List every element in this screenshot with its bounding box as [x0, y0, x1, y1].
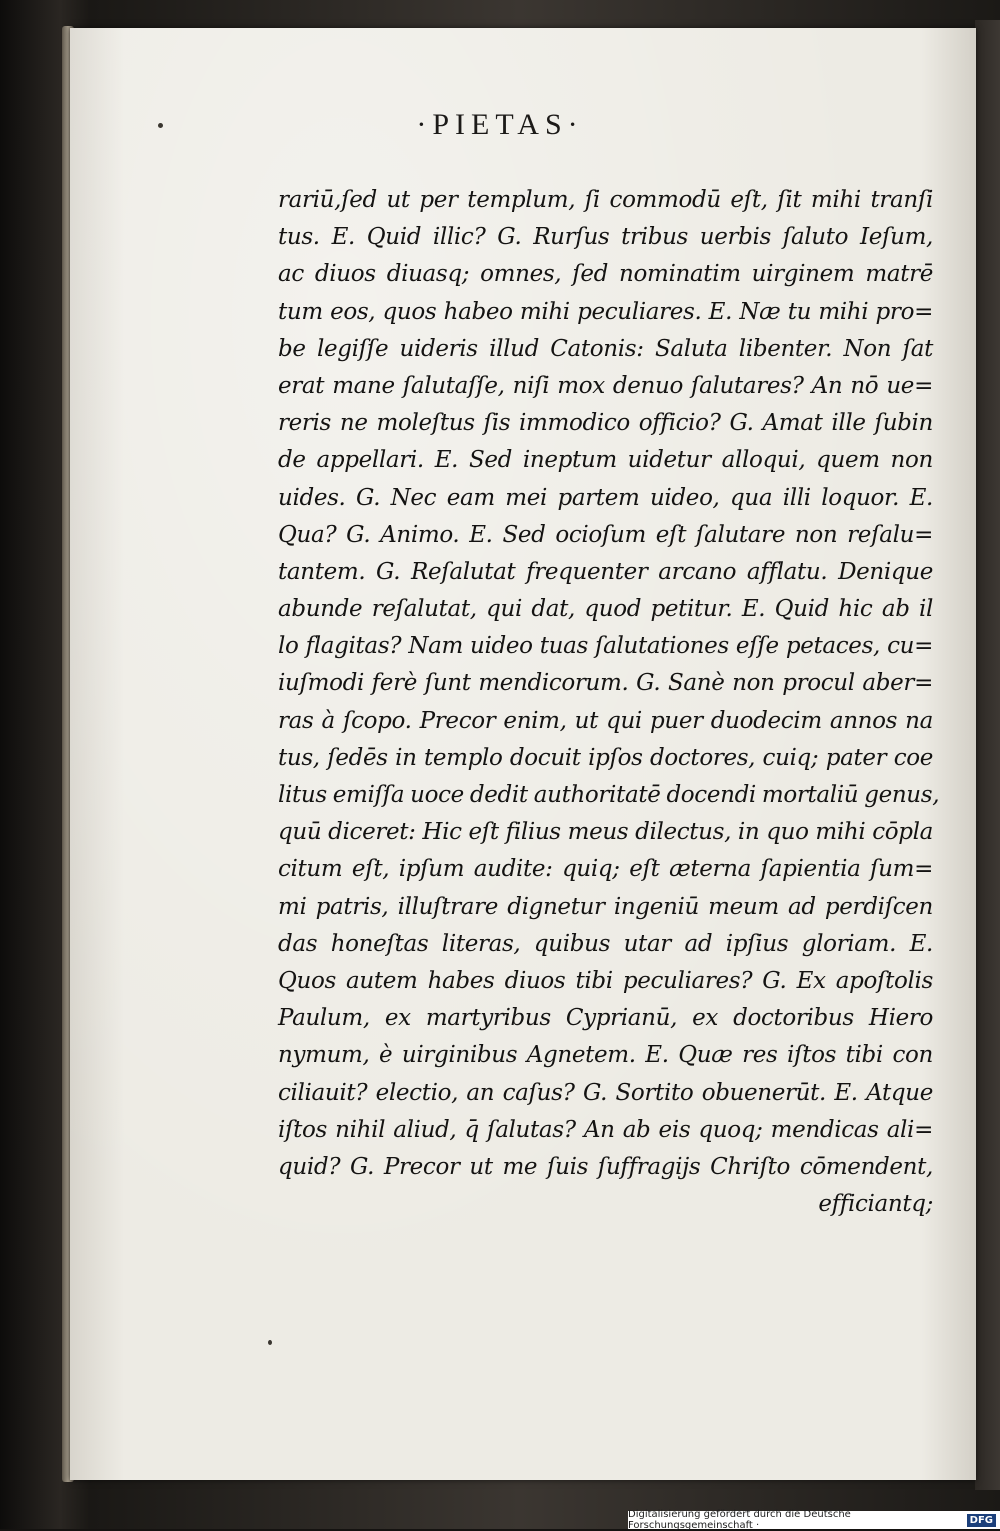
text-line: tum eos, quos habeo mihi peculiares. E. Næ tu mihi pro=	[278, 298, 933, 325]
text-line: de appellari. E. Sed ineptum uidetur alloqui, quem non	[278, 447, 933, 474]
text-line: quid? G. Precor ut me ſuis ſuffragijs Chriſto cōmendent,	[278, 1153, 933, 1180]
text-line: Quos autem habes diuos tibi peculiares? G. Ex apoſtolis	[278, 967, 933, 994]
text-line: lo flagitas? Nam uideo tuas ſalutationes eſſe petaces, cu=	[278, 633, 933, 660]
text-line: abunde reſalutat, qui dat, quod petitur. E. Quid hic ab il	[278, 596, 933, 623]
digitization-credit-bar	[628, 1511, 1000, 1529]
catchword: efficiantq;	[818, 1191, 933, 1218]
text-line: tus, ſedēs in templo docuit ipſos doctores, cuiq; pater coe	[278, 744, 933, 771]
text-block	[278, 182, 940, 1223]
book-cover-edge	[975, 20, 1000, 1490]
text-line: quū diceret: Hic eſt filius meus dilectus, in quo mihi cōpla	[278, 819, 933, 846]
text-line: ac diuos diuasq; omnes, ſed nominatim uirginem matrē	[278, 261, 933, 288]
dfg-logo: DFG	[967, 1514, 996, 1527]
text-line: litus emiſſa uoce dedit authoritatē docendi mortaliū genus,	[278, 782, 940, 808]
text-line: erat mane ſalutaſſe, niſi mox denuo ſalutares? An nō ue=	[278, 372, 933, 399]
paper-spot	[268, 1340, 272, 1345]
text-line: iſtos nihil aliud, q̄ ſalutas? An ab eis quoq; mendicas ali=	[278, 1116, 933, 1143]
text-line: reris ne moleſtus ſis immodico officio? G. Amat ille ſubin	[278, 410, 933, 437]
running-head: ·PIETAS·	[416, 108, 584, 141]
text-line: nymum, è uirginibus Agnetem. E. Quæ res iſtos tibi con	[278, 1042, 933, 1069]
credit-text: Digitalisierung gefördert durch die Deutsche Forschungsgemeinschaft ·	[628, 1509, 851, 1531]
text-line: rariū,ſed ut per templum, ſi commodū eſt, ſit mihi tranſi	[278, 187, 933, 213]
text-line: ciliauit? electio, an caſus? G. Sortito obuenerūt. E. Atque	[278, 1079, 933, 1106]
text-line: Qua? G. Animo. E. Sed ocioſum eſt ſalutare non reſalu=	[278, 521, 933, 548]
text-line: das honeſtas literas, quibus utar ad ipſius gloriam. E.	[278, 930, 933, 957]
text-line: tantem. G. Reſalutat frequenter arcano afflatu. Denique	[278, 558, 933, 585]
text-line: Paulum, ex martyribus Cyprianū, ex doctoribus Hiero	[278, 1005, 933, 1032]
text-line: citum eſt, ipſum audite: quiq; eſt æterna ſapientia ſum=	[278, 856, 933, 883]
text-line: tus. E. Quid illic? G. Rurſus tribus uerbis ſaluto Ieſum,	[278, 224, 933, 251]
text-line: be legiſſe uideris illud Catonis: Saluta libenter. Non ſat	[278, 335, 933, 362]
text-line: iuſmodi ferè ſunt mendicorum. G. Sanè non procul aber=	[278, 670, 933, 697]
text-line: mi patris, illuſtrare dignetur ingeniū meum ad perdiſcen	[278, 893, 933, 920]
text-line: ras à ſcopo. Precor enim, ut qui puer duodecim annos na	[278, 707, 933, 734]
text-line: uides. G. Nec eam mei partem uideo, qua illi loquor. E.	[278, 484, 933, 511]
